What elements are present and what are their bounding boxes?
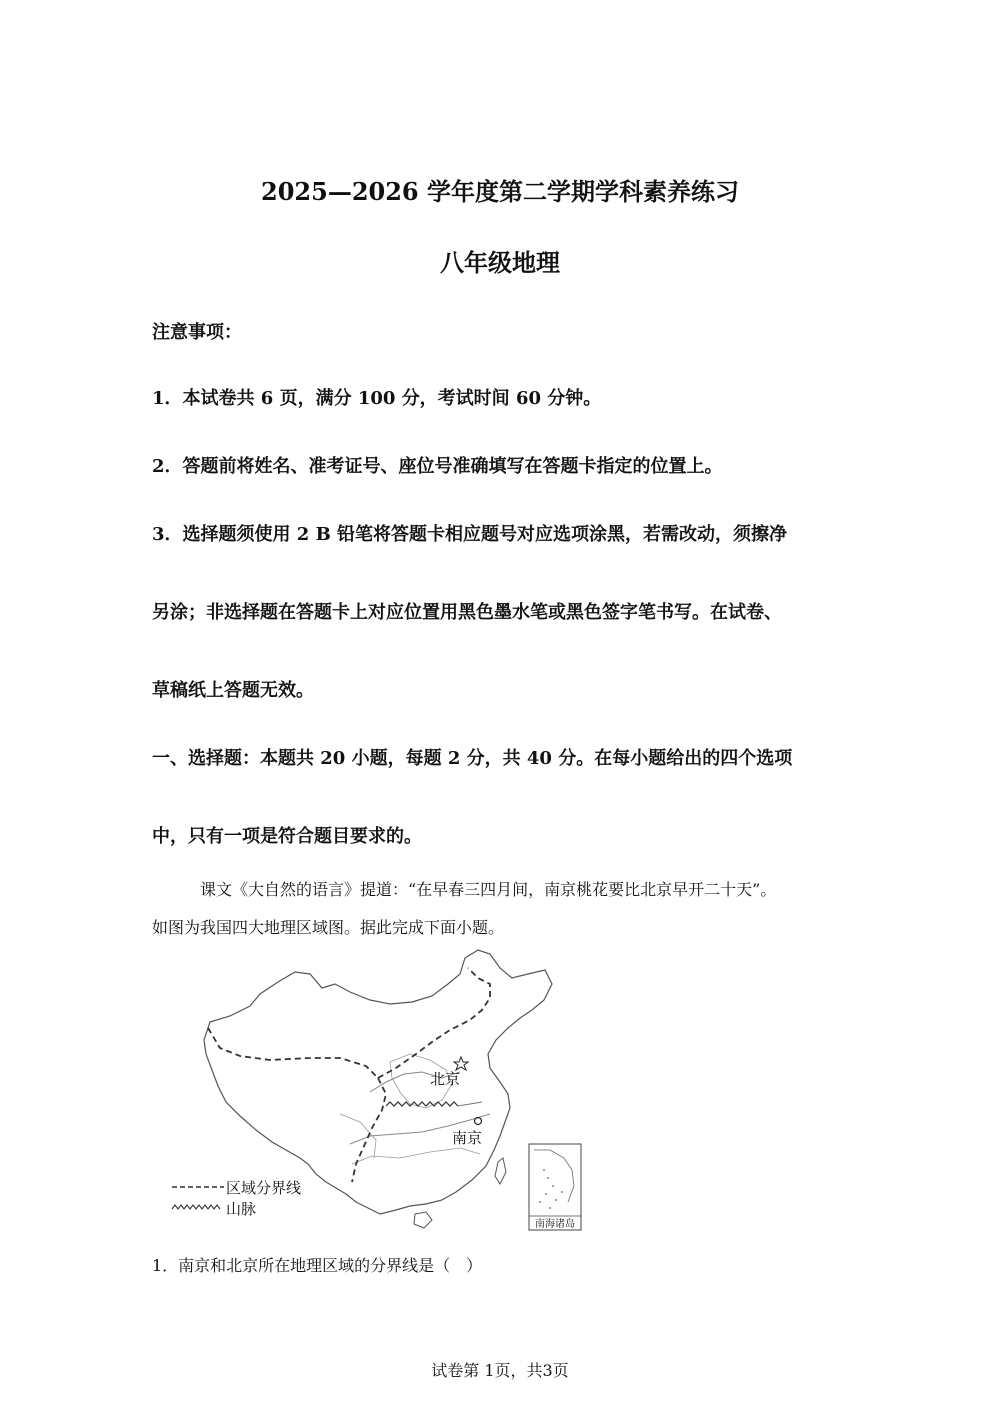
legend-mountain-swatch bbox=[172, 1205, 220, 1209]
boundary-northeast bbox=[378, 968, 490, 1078]
exam-title: 2025—2026 学年度第二学期学科素养练习 bbox=[261, 177, 739, 206]
section-heading-line-2: 中，只有一项是符合题目要求的。 bbox=[152, 826, 422, 847]
inset-label: 南海诸岛 bbox=[535, 1219, 575, 1230]
legend-mountain-label: 山脉 bbox=[226, 1202, 257, 1218]
section-heading-line-1: 一、选择题：本题共 20 小题，每题 2 分，共 40 分。在每小题给出的四个选项 bbox=[152, 748, 793, 769]
label-beijing: 北京 bbox=[430, 1072, 461, 1088]
notice-item-2: 2．答题前将姓名、准考证号、座位号准确填写在答题卡指定的位置上。 bbox=[152, 456, 723, 477]
label-nanjing: 南京 bbox=[452, 1131, 483, 1147]
province-line-2 bbox=[352, 1148, 480, 1164]
notice-item-1: 1．本试卷共 6 页，满分 100 分，考试时间 60 分钟。 bbox=[152, 388, 602, 409]
boundary-north-northwest bbox=[208, 1028, 378, 1078]
notice-item-3-line-1: 3．选择题须使用 2 B 铅笔将答题卡相应题号对应选项涂黑，若需改动，须擦净 bbox=[152, 524, 788, 545]
passage-line-2: 如图为我国四大地理区域图。据此完成下面小题。 bbox=[152, 918, 505, 937]
nanjing-point-icon bbox=[475, 1118, 482, 1125]
legend-boundary-label: 区域分界线 bbox=[226, 1181, 302, 1197]
notice-heading: 注意事项： bbox=[152, 322, 242, 343]
notice-item-3-line-3: 草稿纸上答题无效。 bbox=[152, 680, 314, 701]
taiwan-island bbox=[495, 1158, 506, 1184]
china-regions-map bbox=[160, 944, 590, 1236]
map-figure bbox=[160, 944, 590, 1236]
huaihe-line bbox=[458, 1102, 482, 1106]
beijing-star-icon bbox=[454, 1057, 468, 1070]
subject-title: 八年级地理 bbox=[440, 248, 560, 277]
notice-item-3-line-2: 另涂；非选择题在答题卡上对应位置用黑色墨水笔或黑色签字笔书写。在试卷、 bbox=[152, 602, 782, 623]
question-1: 1．南京和北京所在地理区域的分界线是（ ） bbox=[152, 1256, 483, 1275]
passage-line-1: 课文《大自然的语言》提道：“在早春三四月间，南京桃花要比北京早开二十天”。 bbox=[200, 880, 777, 899]
page-footer: 试卷第 1页，共3页 bbox=[431, 1361, 569, 1380]
hainan-island bbox=[414, 1212, 432, 1228]
china-outline bbox=[204, 950, 552, 1214]
qinling-mountains bbox=[386, 1102, 458, 1106]
boundary-north-qinghai bbox=[352, 1078, 386, 1182]
